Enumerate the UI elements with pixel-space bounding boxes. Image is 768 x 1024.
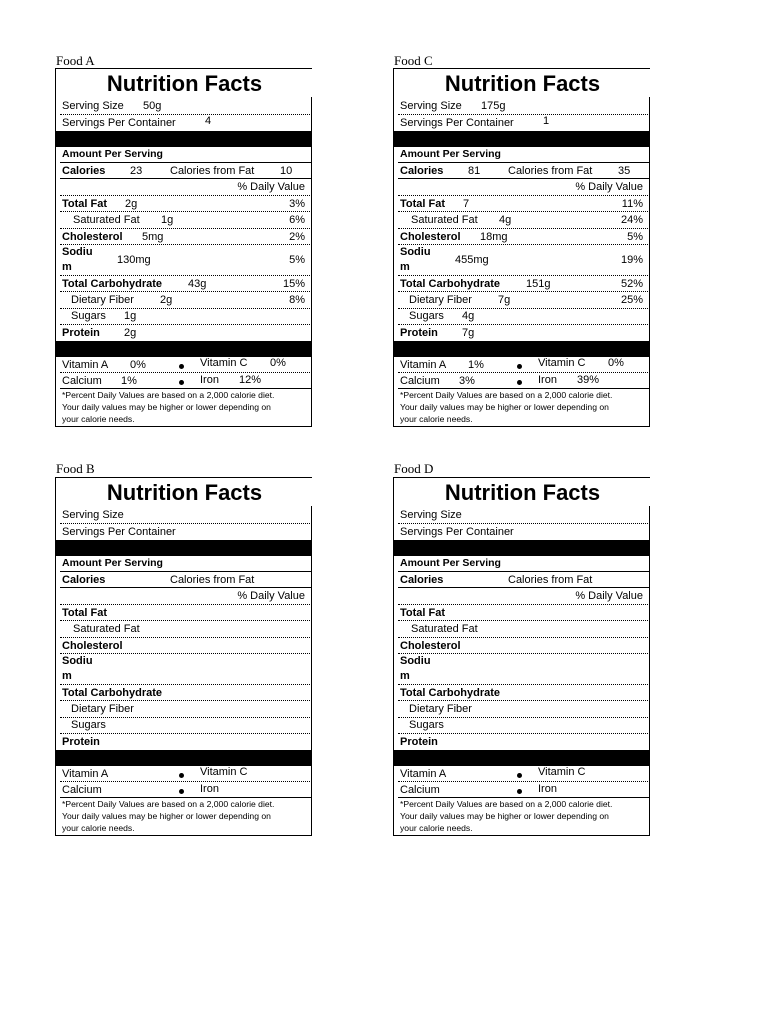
cholesterol-dv: 5% [627, 231, 643, 243]
bullet-icon [517, 380, 522, 385]
cholesterol-value: 18mg [480, 231, 508, 243]
calories-label: Calories [400, 574, 444, 586]
sodium-dv: 5% [289, 254, 305, 266]
vitamin-c-label: Vitamin C [538, 357, 586, 369]
divider [60, 162, 312, 163]
calories-from-fat-value: 35 [618, 165, 631, 177]
serving-size-label: Serving Size [400, 100, 462, 112]
calcium-value: 1% [121, 375, 137, 387]
amount-per-serving: Amount Per Serving [400, 148, 501, 160]
footnote-line3: your calorie needs. [62, 823, 135, 833]
total-fat-label: Total Fat [400, 198, 446, 210]
divider [60, 653, 312, 654]
dietary-fiber-dv: 8% [289, 294, 305, 306]
divider [398, 523, 650, 524]
thick-bar [394, 341, 650, 357]
iron-label: Iron [538, 783, 557, 795]
dietary-fiber-label: Dietary Fiber [71, 703, 134, 715]
iron-value: 39% [577, 374, 600, 386]
divider [60, 587, 312, 588]
label-title: Nutrition Facts [444, 71, 601, 96]
vitamin-c-label: Vitamin C [538, 766, 586, 778]
footnote-line1: *Percent Daily Values are based on a 2,000 calorie diet. [62, 390, 275, 400]
sugars-label: Sugars [71, 719, 106, 731]
divider [60, 275, 312, 276]
total-fat-dv: 11% [621, 198, 643, 210]
total-fat-label: Total Fat [62, 198, 108, 210]
calcium-label: Calcium [400, 784, 440, 796]
sodium-label-line1: Sodiu [62, 246, 93, 258]
saturated-fat-label: Saturated Fat [73, 623, 140, 635]
amount-per-serving: Amount Per Serving [400, 557, 501, 569]
footnote-line2: Your daily values may be higher or lower depending on [400, 402, 609, 412]
sugars-label: Sugars [71, 310, 106, 322]
divider [398, 324, 650, 325]
calcium-value: 3% [459, 375, 475, 387]
thick-bar [56, 131, 312, 147]
total-carbohydrate-dv: 52% [620, 278, 643, 290]
protein-value: 7g [462, 327, 475, 339]
saturated-fat-dv: 6% [289, 214, 305, 226]
iron-label: Iron [538, 374, 557, 386]
sodium-label-line2: m [62, 670, 72, 682]
thick-bar [56, 341, 312, 357]
bullet-icon [517, 364, 522, 369]
calories-from-fat-label: Calories from Fat [508, 574, 593, 586]
servings-label: Servings Per Container [62, 117, 176, 129]
divider [398, 653, 650, 654]
food-c-heading: Food C [394, 53, 433, 68]
divider [398, 211, 650, 212]
divider [60, 178, 312, 179]
servings-label: Servings Per Container [400, 526, 514, 538]
dietary-fiber-value: 7g [498, 294, 511, 306]
servings-label: Servings Per Container [62, 526, 176, 538]
protein-label: Protein [62, 736, 100, 748]
divider [60, 700, 312, 701]
divider [398, 604, 650, 605]
sugars-value: 4g [462, 310, 475, 322]
calories-label: Calories [62, 165, 106, 177]
bullet-icon [517, 789, 522, 794]
divider [60, 211, 312, 212]
servings-value: 4 [205, 115, 212, 127]
divider [60, 195, 312, 196]
label-title: Nutrition Facts [106, 71, 263, 96]
sodium-label-line2: m [400, 670, 410, 682]
saturated-fat-label: Saturated Fat [411, 214, 478, 226]
calories-from-fat-label: Calories from Fat [170, 165, 255, 177]
divider [398, 162, 650, 163]
sodium-dv: 19% [620, 254, 643, 266]
vitamin-a-label: Vitamin A [400, 768, 447, 780]
cholesterol-value: 5mg [142, 231, 164, 243]
total-carbohydrate-label: Total Carbohydrate [62, 278, 163, 290]
daily-value-header: % Daily Value [237, 590, 305, 602]
dietary-fiber-label: Dietary Fiber [409, 703, 472, 715]
label-panel-food-b [55, 477, 312, 836]
thick-bar [394, 750, 650, 766]
divider [398, 571, 650, 572]
label-title: Nutrition Facts [106, 480, 263, 505]
divider [398, 114, 650, 115]
footnote-line3: your calorie needs. [400, 414, 473, 424]
divider [60, 781, 312, 782]
divider [398, 178, 650, 179]
bullet-icon [179, 380, 184, 385]
bullet-icon [179, 364, 184, 369]
divider [60, 523, 312, 524]
divider [60, 684, 312, 685]
label-title: Nutrition Facts [444, 480, 601, 505]
footnote-line1: *Percent Daily Values are based on a 2,000 calorie diet. [400, 390, 613, 400]
vitamin-a-label: Vitamin A [62, 359, 109, 371]
daily-value-header: % Daily Value [237, 181, 305, 193]
divider [398, 717, 650, 718]
footnote-line1: *Percent Daily Values are based on a 2,000 calorie diet. [400, 799, 613, 809]
divider [60, 244, 312, 245]
serving-size-value: 50g [143, 100, 162, 112]
serving-size-label: Serving Size [62, 509, 124, 521]
divider [60, 620, 312, 621]
thick-bar [394, 540, 650, 556]
label-panel-food-a [55, 68, 312, 427]
calories-from-fat-label: Calories from Fat [508, 165, 593, 177]
divider [398, 372, 650, 373]
iron-label: Iron [200, 374, 219, 386]
divider [60, 637, 312, 638]
vitamin-a-value: 1% [468, 359, 484, 371]
calories-value: 23 [130, 165, 143, 177]
divider [60, 571, 312, 572]
footnote-line1: *Percent Daily Values are based on a 2,000 calorie diet. [62, 799, 275, 809]
footnote-line3: your calorie needs. [400, 823, 473, 833]
protein-value: 2g [124, 327, 137, 339]
thick-bar [56, 750, 312, 766]
sugars-value: 1g [124, 310, 137, 322]
calories-label: Calories [400, 165, 444, 177]
iron-value: 12% [239, 374, 262, 386]
nutrition-label [55, 477, 312, 836]
calories-value: 81 [468, 165, 481, 177]
calcium-label: Calcium [62, 375, 102, 387]
bullet-icon [517, 773, 522, 778]
protein-label: Protein [62, 327, 100, 339]
divider [60, 604, 312, 605]
thick-bar [394, 131, 650, 147]
vitamin-c-value: 0% [608, 357, 624, 369]
dietary-fiber-dv: 25% [620, 294, 643, 306]
saturated-fat-value: 4g [499, 214, 512, 226]
calories-label: Calories [62, 574, 106, 586]
vitamin-c-label: Vitamin C [200, 766, 248, 778]
dietary-fiber-value: 2g [160, 294, 173, 306]
divider [398, 620, 650, 621]
dietary-fiber-label: Dietary Fiber [409, 294, 472, 306]
nutrition-label [393, 477, 650, 836]
total-fat-value: 2g [125, 198, 138, 210]
total-carbohydrate-label: Total Carbohydrate [62, 687, 163, 699]
divider [60, 114, 312, 115]
serving-size-label: Serving Size [62, 100, 124, 112]
food-b-heading: Food B [56, 461, 95, 476]
divider [398, 291, 650, 292]
thick-bar [56, 540, 312, 556]
total-carbohydrate-value: 43g [188, 278, 207, 290]
sodium-label-line2: m [62, 261, 72, 273]
total-carbohydrate-value: 151g [526, 278, 551, 290]
divider [398, 587, 650, 588]
food-d-heading: Food D [394, 461, 434, 476]
protein-label: Protein [400, 736, 438, 748]
cholesterol-label: Cholesterol [400, 231, 461, 243]
sodium-label-line1: Sodiu [400, 246, 431, 258]
divider [398, 244, 650, 245]
divider [398, 308, 650, 309]
amount-per-serving: Amount Per Serving [62, 557, 163, 569]
total-fat-dv: 3% [289, 198, 305, 210]
bullet-icon [179, 789, 184, 794]
divider [398, 781, 650, 782]
footnote-line2: Your daily values may be higher or lower depending on [62, 811, 271, 821]
sodium-label-line2: m [400, 261, 410, 273]
cholesterol-label: Cholesterol [62, 640, 123, 652]
vitamin-a-label: Vitamin A [400, 359, 447, 371]
divider [60, 308, 312, 309]
saturated-fat-label: Saturated Fat [73, 214, 140, 226]
nutrition-label [55, 68, 312, 427]
label-panel-food-d [393, 477, 650, 836]
divider [60, 733, 312, 734]
total-carbohydrate-dv: 15% [282, 278, 305, 290]
serving-size-value: 175g [481, 100, 506, 112]
sodium-label-line1: Sodiu [62, 655, 93, 667]
divider [60, 717, 312, 718]
divider [60, 228, 312, 229]
sodium-value: 455mg [455, 254, 489, 266]
divider [398, 684, 650, 685]
footnote-line3: your calorie needs. [62, 414, 135, 424]
food-a-heading: Food A [56, 53, 95, 68]
cholesterol-label: Cholesterol [62, 231, 123, 243]
vitamin-c-label: Vitamin C [200, 357, 248, 369]
sodium-value: 130mg [117, 254, 151, 266]
sugars-label: Sugars [409, 310, 444, 322]
daily-value-header: % Daily Value [575, 181, 643, 193]
divider [398, 733, 650, 734]
cholesterol-dv: 2% [289, 231, 305, 243]
bullet-icon [179, 773, 184, 778]
label-panel-food-c [393, 68, 650, 427]
footnote-line2: Your daily values may be higher or lower depending on [62, 402, 271, 412]
sugars-label: Sugars [409, 719, 444, 731]
total-fat-value: 7 [463, 198, 470, 210]
calcium-label: Calcium [400, 375, 440, 387]
nutrition-label [393, 68, 650, 427]
calories-from-fat-label: Calories from Fat [170, 574, 255, 586]
total-fat-label: Total Fat [400, 607, 446, 619]
divider [60, 372, 312, 373]
divider [60, 324, 312, 325]
iron-label: Iron [200, 783, 219, 795]
divider [398, 275, 650, 276]
saturated-fat-label: Saturated Fat [411, 623, 478, 635]
divider [60, 291, 312, 292]
divider [398, 228, 650, 229]
saturated-fat-dv: 24% [620, 214, 643, 226]
dietary-fiber-label: Dietary Fiber [71, 294, 134, 306]
total-carbohydrate-label: Total Carbohydrate [400, 687, 501, 699]
vitamin-c-value: 0% [270, 357, 286, 369]
daily-value-header: % Daily Value [575, 590, 643, 602]
divider [398, 195, 650, 196]
total-fat-label: Total Fat [62, 607, 108, 619]
protein-label: Protein [400, 327, 438, 339]
vitamin-a-value: 0% [130, 359, 146, 371]
servings-label: Servings Per Container [400, 117, 514, 129]
divider [398, 637, 650, 638]
servings-value: 1 [543, 115, 550, 127]
vitamin-a-label: Vitamin A [62, 768, 109, 780]
divider [398, 700, 650, 701]
amount-per-serving: Amount Per Serving [62, 148, 163, 160]
serving-size-label: Serving Size [400, 509, 462, 521]
sodium-label-line1: Sodiu [400, 655, 431, 667]
cholesterol-label: Cholesterol [400, 640, 461, 652]
total-carbohydrate-label: Total Carbohydrate [400, 278, 501, 290]
calories-from-fat-value: 10 [280, 165, 293, 177]
footnote-line2: Your daily values may be higher or lower depending on [400, 811, 609, 821]
saturated-fat-value: 1g [161, 214, 174, 226]
calcium-label: Calcium [62, 784, 102, 796]
